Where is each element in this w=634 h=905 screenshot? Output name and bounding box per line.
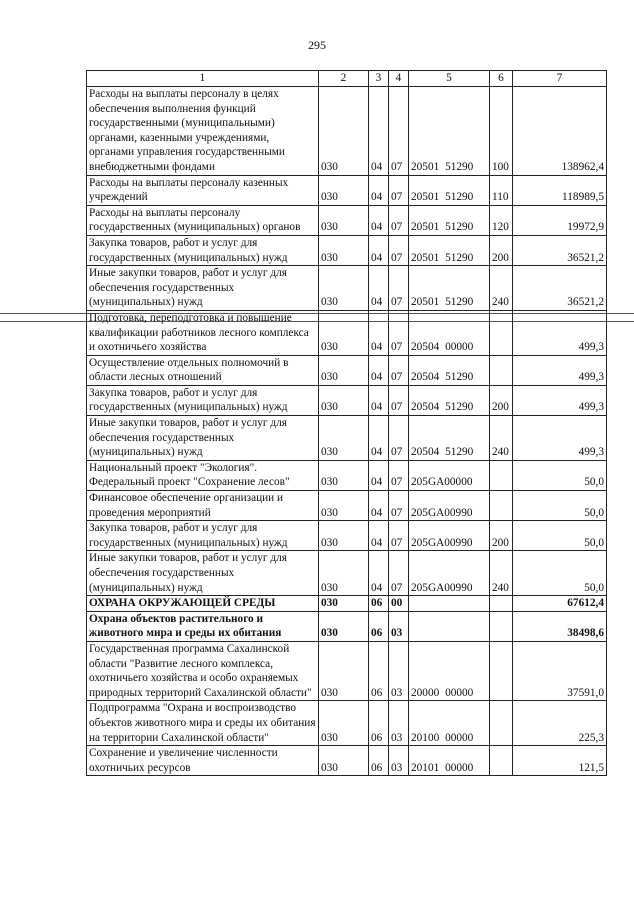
row-value-cell-c5: 205GA00990 — [409, 521, 490, 551]
row-value-cell-c6: 110 — [490, 175, 513, 205]
table-row — [87, 87, 607, 176]
row-value-cell-c6: 100 — [490, 87, 513, 176]
row-value-cell-c7: 50,0 — [513, 551, 607, 596]
row-value-cell-c2: 030 — [319, 521, 369, 551]
row-value-cell-c5: 20101 00000 — [409, 746, 490, 776]
row-value-cell-c4: 07 — [389, 460, 409, 490]
row-value-cell-c6: 200 — [490, 235, 513, 265]
row-value-cell-c4: 07 — [389, 235, 409, 265]
row-value-cell-c4: 07 — [389, 416, 409, 461]
column-header: 2 — [319, 71, 369, 87]
row-value-cell-c2: 030 — [319, 596, 369, 612]
row-name-cell: Закупка товаров, работ и услуг для государственных (муниципальных) нужд — [87, 235, 319, 265]
row-value-cell-c5: 205GA00000 — [409, 460, 490, 490]
row-value-cell-c4: 07 — [389, 491, 409, 521]
table-row — [87, 355, 607, 385]
row-value-cell-c3: 06 — [369, 641, 389, 700]
row-value-cell-c7: 499,3 — [513, 416, 607, 461]
row-value-cell-c4: 03 — [389, 746, 409, 776]
row-value-cell-c5: 20501 51290 — [409, 175, 490, 205]
row-value-cell-c2: 030 — [319, 460, 369, 490]
row-value-cell-c5: 20504 51290 — [409, 385, 490, 415]
row-value-cell-c6: 240 — [490, 266, 513, 311]
column-header: 4 — [389, 71, 409, 87]
row-value-cell-c6: 240 — [490, 551, 513, 596]
table-row — [87, 611, 607, 641]
row-value-cell-c4: 03 — [389, 701, 409, 746]
row-value-cell-c4: 00 — [389, 596, 409, 612]
row-name-cell: Закупка товаров, работ и услуг для государственных (муниципальных) нужд — [87, 521, 319, 551]
row-value-cell-c4: 03 — [389, 641, 409, 700]
row-value-cell-c3: 06 — [369, 596, 389, 612]
row-name-cell: Государственная программа Сахалинской области "Развитие лесного комплекса, охотничьего хозяйства и особо охраняемых природных территорий Сахалинской области" — [87, 641, 319, 700]
row-name-cell: ОХРАНА ОКРУЖАЮЩЕЙ СРЕДЫ — [87, 596, 319, 612]
row-name-cell: Закупка товаров, работ и услуг для государственных (муниципальных) нужд — [87, 385, 319, 415]
row-value-cell-c2: 030 — [319, 87, 369, 176]
row-value-cell-c5: 205GA00990 — [409, 491, 490, 521]
row-value-cell-c4: 07 — [389, 521, 409, 551]
row-value-cell-c3: 04 — [369, 175, 389, 205]
row-value-cell-c3: 04 — [369, 87, 389, 176]
row-name-cell: Расходы на выплаты персоналу государственных (муниципальных) органов — [87, 205, 319, 235]
row-value-cell-c2: 030 — [319, 310, 369, 355]
column-header: 1 — [87, 71, 319, 87]
row-value-cell-c6 — [490, 701, 513, 746]
row-value-cell-c6 — [490, 746, 513, 776]
row-value-cell-c7: 37591,0 — [513, 641, 607, 700]
row-value-cell-c6 — [490, 355, 513, 385]
table-row — [87, 746, 607, 776]
row-value-cell-c3: 04 — [369, 521, 389, 551]
row-value-cell-c3: 04 — [369, 385, 389, 415]
table-row — [87, 701, 607, 746]
column-header: 6 — [490, 71, 513, 87]
row-value-cell-c5: 20501 51290 — [409, 235, 490, 265]
row-value-cell-c4: 07 — [389, 355, 409, 385]
row-value-cell-c3: 04 — [369, 235, 389, 265]
row-value-cell-c2: 030 — [319, 205, 369, 235]
row-value-cell-c2: 030 — [319, 175, 369, 205]
row-name-cell: Осуществление отдельных полномочий в области лесных отношений — [87, 355, 319, 385]
row-value-cell-c7: 50,0 — [513, 521, 607, 551]
row-value-cell-c2: 030 — [319, 701, 369, 746]
row-value-cell-c6 — [490, 641, 513, 700]
column-header: 3 — [369, 71, 389, 87]
row-value-cell-c5: 20100 00000 — [409, 701, 490, 746]
row-value-cell-c3: 04 — [369, 491, 389, 521]
row-value-cell-c2: 030 — [319, 416, 369, 461]
table-row — [87, 551, 607, 596]
row-value-cell-c6 — [490, 596, 513, 612]
row-value-cell-c4: 07 — [389, 310, 409, 355]
row-name-cell: Расходы на выплаты персоналу казенных учреждений — [87, 175, 319, 205]
row-value-cell-c7: 50,0 — [513, 460, 607, 490]
row-value-cell-c5: 20504 00000 — [409, 310, 490, 355]
row-value-cell-c7: 50,0 — [513, 491, 607, 521]
row-value-cell-c3: 06 — [369, 746, 389, 776]
table-row — [87, 385, 607, 415]
table-row — [87, 310, 607, 355]
table-row — [87, 175, 607, 205]
row-value-cell-c7: 67612,4 — [513, 596, 607, 612]
budget-table — [86, 70, 607, 776]
table-row — [87, 266, 607, 311]
row-value-cell-c3: 04 — [369, 266, 389, 311]
row-value-cell-c2: 030 — [319, 266, 369, 311]
row-value-cell-c6: 200 — [490, 521, 513, 551]
table-row — [87, 596, 607, 612]
row-value-cell-c2: 030 — [319, 611, 369, 641]
row-value-cell-c3: 04 — [369, 416, 389, 461]
row-value-cell-c3: 04 — [369, 310, 389, 355]
row-value-cell-c7: 118989,5 — [513, 175, 607, 205]
row-value-cell-c7: 499,3 — [513, 310, 607, 355]
row-value-cell-c4: 07 — [389, 551, 409, 596]
row-value-cell-c2: 030 — [319, 355, 369, 385]
table-row — [87, 491, 607, 521]
row-value-cell-c3: 04 — [369, 205, 389, 235]
row-value-cell-c4: 07 — [389, 87, 409, 176]
row-value-cell-c6 — [490, 611, 513, 641]
row-name-cell: Иные закупки товаров, работ и услуг для обеспечения государственных (муниципальных) нужд — [87, 416, 319, 461]
row-value-cell-c5 — [409, 596, 490, 612]
row-value-cell-c2: 030 — [319, 385, 369, 415]
row-name-cell: Сохранение и увеличение численности охотничьих ресурсов — [87, 746, 319, 776]
row-value-cell-c5: 205GA00990 — [409, 551, 490, 596]
row-name-cell: Национальный проект "Экология". Федеральный проект "Сохранение лесов" — [87, 460, 319, 490]
row-value-cell-c7: 138962,4 — [513, 87, 607, 176]
row-value-cell-c7: 225,3 — [513, 701, 607, 746]
table-row — [87, 460, 607, 490]
row-value-cell-c7: 19972,9 — [513, 205, 607, 235]
row-value-cell-c3: 04 — [369, 355, 389, 385]
row-name-cell: Расходы на выплаты персоналу в целях обеспечения выполнения функций государственными (муниципальными) органами, казенными учреждениями, органами управления государственными внебюджетными фондами — [87, 87, 319, 176]
row-value-cell-c7: 38498,6 — [513, 611, 607, 641]
row-value-cell-c2: 030 — [319, 641, 369, 700]
row-value-cell-c5: 20504 51290 — [409, 416, 490, 461]
row-value-cell-c4: 03 — [389, 611, 409, 641]
row-value-cell-c5: 20501 51290 — [409, 266, 490, 311]
table-row — [87, 416, 607, 461]
row-value-cell-c5: 20504 51290 — [409, 355, 490, 385]
table-row — [87, 205, 607, 235]
row-value-cell-c3: 04 — [369, 460, 389, 490]
row-value-cell-c6 — [490, 491, 513, 521]
page-number: 295 — [308, 38, 326, 52]
row-value-cell-c7: 499,3 — [513, 355, 607, 385]
row-name-cell: Подпрограмма "Охрана и воспроизводство объектов животного мира и среды их обитания на территории Сахалинской области" — [87, 701, 319, 746]
row-value-cell-c7: 36521,2 — [513, 235, 607, 265]
row-value-cell-c4: 07 — [389, 205, 409, 235]
column-header: 7 — [513, 71, 607, 87]
row-value-cell-c7: 499,3 — [513, 385, 607, 415]
row-value-cell-c6 — [490, 460, 513, 490]
row-value-cell-c4: 07 — [389, 385, 409, 415]
table-row — [87, 235, 607, 265]
row-value-cell-c3: 04 — [369, 551, 389, 596]
row-value-cell-c7: 121,5 — [513, 746, 607, 776]
table-row — [87, 521, 607, 551]
row-value-cell-c7: 36521,2 — [513, 266, 607, 311]
row-name-cell: Охрана объектов растительного и животного мира и среды их обитания — [87, 611, 319, 641]
row-name-cell: Иные закупки товаров, работ и услуг для обеспечения государственных (муниципальных) нужд — [87, 266, 319, 311]
row-name-cell: Подготовка, переподготовка и повышение квалификации работников лесного комплекса и охотничьего хозяйства — [87, 310, 319, 355]
row-value-cell-c2: 030 — [319, 491, 369, 521]
row-value-cell-c6 — [490, 310, 513, 355]
row-value-cell-c6: 200 — [490, 385, 513, 415]
row-value-cell-c2: 030 — [319, 551, 369, 596]
row-value-cell-c3: 06 — [369, 611, 389, 641]
row-value-cell-c2: 030 — [319, 746, 369, 776]
row-value-cell-c5 — [409, 611, 490, 641]
row-value-cell-c5: 20501 51290 — [409, 87, 490, 176]
row-value-cell-c5: 20000 00000 — [409, 641, 490, 700]
row-value-cell-c6: 240 — [490, 416, 513, 461]
table-body — [87, 87, 607, 776]
table-header-row — [87, 71, 607, 87]
column-header: 5 — [409, 71, 490, 87]
row-value-cell-c3: 06 — [369, 701, 389, 746]
table-row — [87, 641, 607, 700]
row-value-cell-c4: 07 — [389, 175, 409, 205]
row-name-cell: Иные закупки товаров, работ и услуг для обеспечения государственных (муниципальных) нужд — [87, 551, 319, 596]
row-name-cell: Финансовое обеспечение организации и проведения мероприятий — [87, 491, 319, 521]
row-value-cell-c5: 20501 51290 — [409, 205, 490, 235]
row-value-cell-c2: 030 — [319, 235, 369, 265]
row-value-cell-c4: 07 — [389, 266, 409, 311]
row-value-cell-c6: 120 — [490, 205, 513, 235]
